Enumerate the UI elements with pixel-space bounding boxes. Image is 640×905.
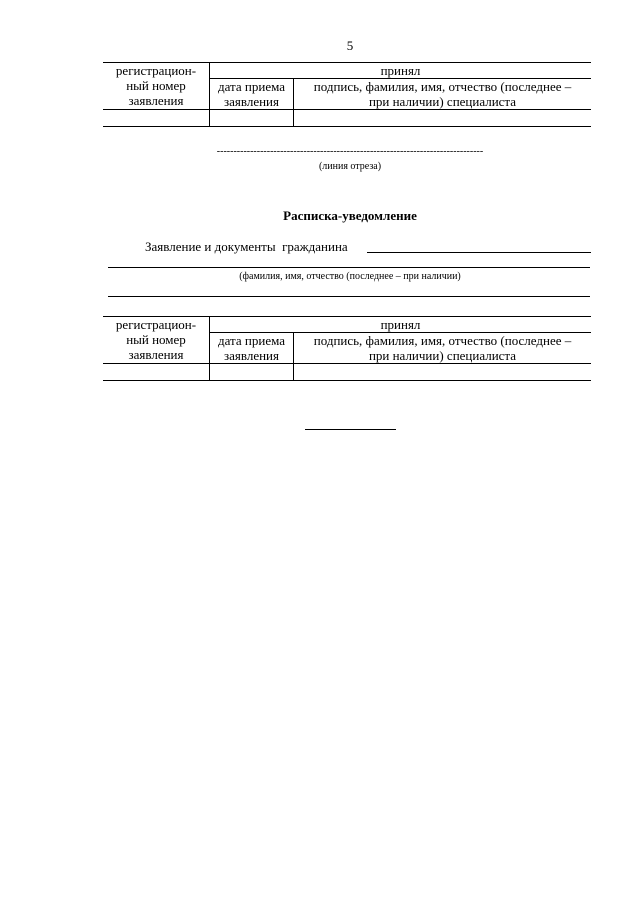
citizen-name-line-3 [108,296,590,297]
registration-number-header: регистрацион- ный номер заявления [103,317,210,364]
signature-header: подпись, фамилия, имя, отчество (последнее – при наличии) специалиста [294,79,592,110]
cut-line: -------------------------------------------------------------------------------- [216,146,484,157]
end-separator-line [305,429,396,430]
citizen-name-line-2 [108,267,590,268]
registration-number-header: регистрацион- ный номер заявления [103,63,210,110]
date-cell [210,364,294,381]
date-header: дата приема заявления [210,333,294,364]
signature-cell [294,364,592,381]
registration-table-bottom [103,316,591,381]
date-header: дата приема заявления [210,79,294,110]
signature-cell [294,110,592,127]
page-number: 5 [346,38,354,53]
cut-line-caption: (линия отреза) [318,161,382,172]
citizen-name-line [367,252,591,253]
date-cell [210,110,294,127]
registration-number-cell [103,110,210,127]
accepted-header: принял [210,317,592,333]
registration-number-cell [103,364,210,381]
registration-table-top [103,62,591,127]
accepted-header: принял [210,63,592,79]
name-hint: (фамилия, имя, отчество (последнее – при наличии) [239,271,461,282]
statement-label: Заявление и документы гражданина [145,239,348,254]
signature-header: подпись, фамилия, имя, отчество (последнее – при наличии) специалиста [294,333,592,364]
receipt-title: Расписка-уведомление [283,208,417,223]
